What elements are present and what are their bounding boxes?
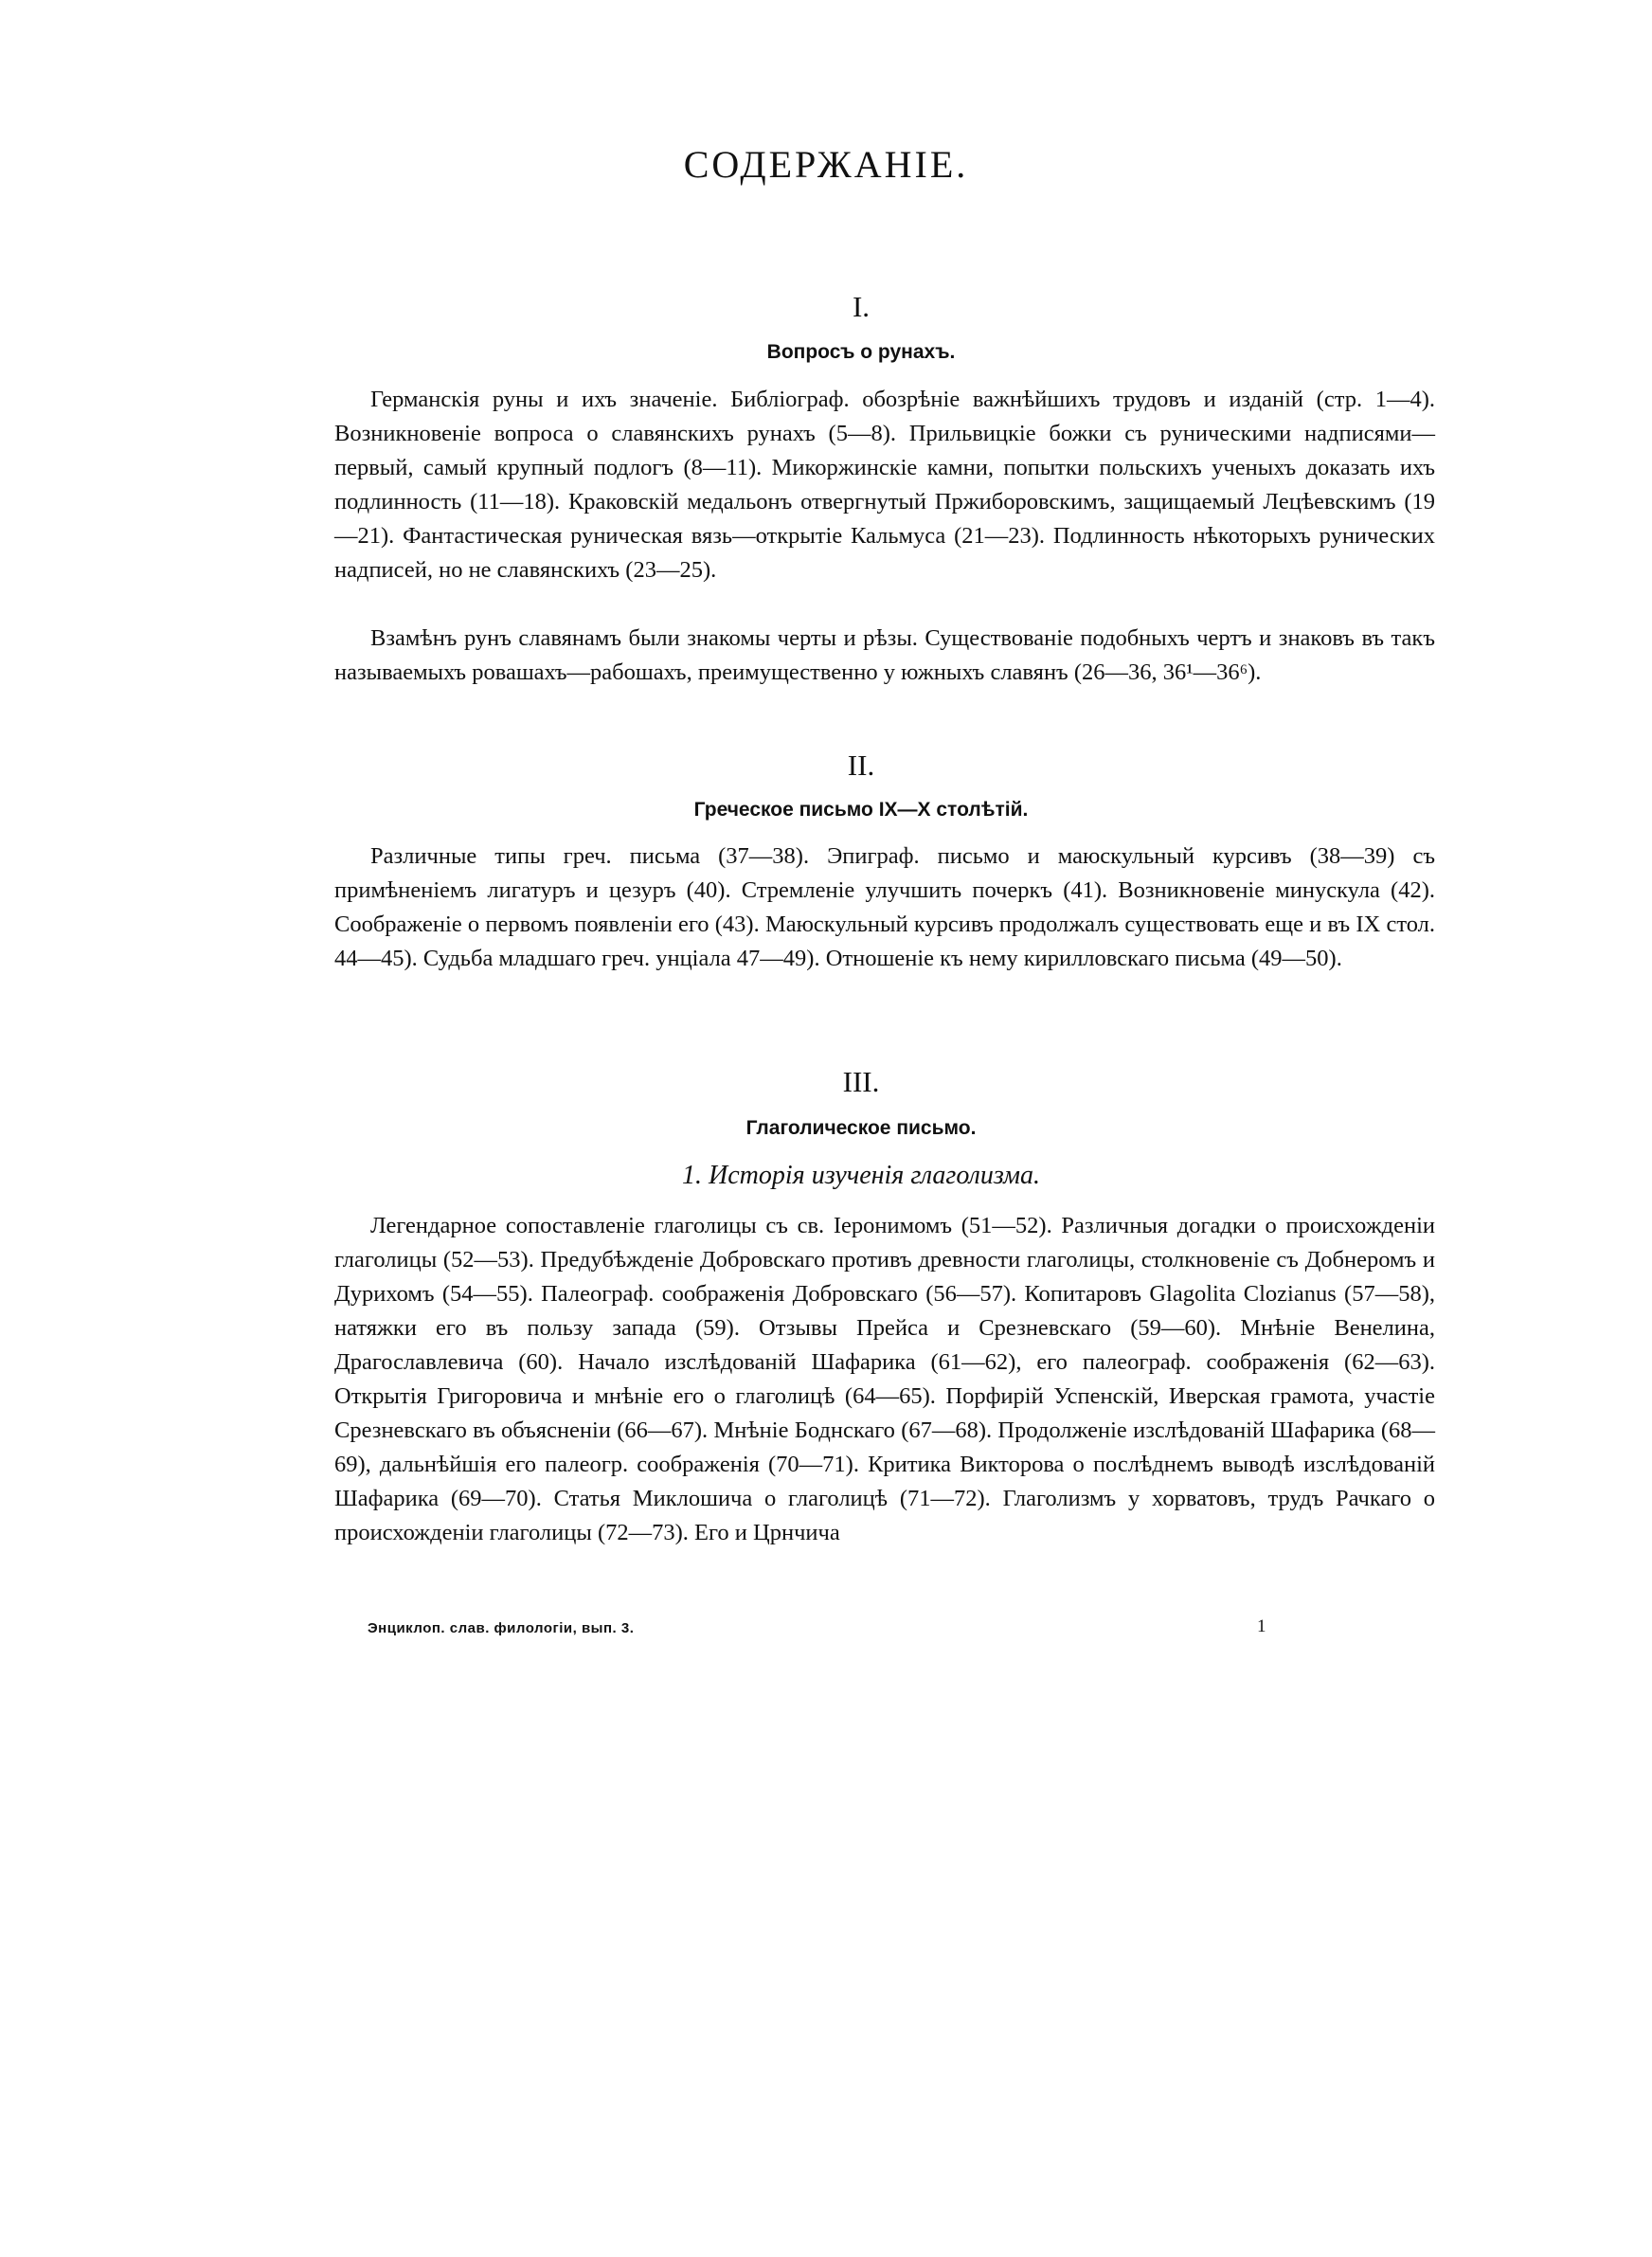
section-1-paragraph-2: Взамѣнъ рунъ славянамъ были знакомы черты и рѣзы. Существованіе подобныхъ чертъ и знаковъ въ такъ называемыхъ ровашахъ—рабошахъ, преимущественно у южныхъ славянъ (26—36, 36¹—36⁶). [334,625,1435,685]
footer-signature: Энциклоп. слав. филологіи, вып. 3. [368,1620,635,1636]
footer-sheet-number: 1 [1257,1616,1266,1636]
section-2-title: Греческое письмо IX—X столѣтій. [693,799,1029,821]
section-3-title: Глаголическое письмо. [745,1117,977,1139]
section-3-number: III. [842,1065,880,1098]
section-1-title: Вопросъ о рунахъ. [766,341,956,363]
section-3-paragraph-1: Легендарное сопоставленіе глаголицы съ св. Іеронимомъ (51—52). Различныя догадки о происхожденіи глаголицы (52—53). Предубѣжденіе Добровскаго противъ древности глаголицы, столкновеніе съ Добнеромъ и Дурихомъ (54—55). Палеограф. соображенія Добровскаго (56—57). Копитаровъ Glagolita Clozianus (57—58), натяжки его въ пользу запада (59). Отзывы Прейса и Срезневскаго (59—60). Мнѣніе Венелина, Драгославлевича (60). Начало изслѣдованій Шафарика (61—62), его палеограф. соображенія (62—63). Открытія Григоровича и мнѣніе его о глаголицѣ (64—65). Порфирій Успенскій, Иверская грамота, участіе Срезневскаго въ объясненіи (66—67). Мнѣніе Боднскаго (67—68). Продолженіе изслѣдованій Шафарика (68—69), дальнѣйшія его палеогр. соображенія (70—71). Критика Викторова о послѣднемъ выводѣ изслѣдованій Шафарика (69—70). Статья Миклошича о глаголицѣ (71—72). Глаголизмъ у хорватовъ, трудъ Рачкаго о происхожденіи глаголицы (72—73). Его и Црнчича [334,1213,1435,1545]
section-1-paragraph-1: Германскія руны и ихъ значеніе. Библіограф. обозрѣніе важнѣйшихъ трудовъ и изданій (стр. 1—4). Возникновеніе вопроса о славянскихъ рунахъ (5—8). Прильвицкіе божки съ руническими надписями—первый, самый крупный подлогъ (8—11). Микоржинскіе камни, попытки польскихъ ученыхъ доказать ихъ подлинность (11—18). Краковскій медальонъ отвергнутый Пржиборовскимъ, защищаемый Лецѣевскимъ (19—21). Фантастическая руническая вязь—открытіе Кальмуса (21—23). Подлинность нѣкоторыхъ рунических надписей, но не славянскихъ (23—25). [334,387,1435,583]
page-title: СОДЕРЖАНІЕ. [683,143,969,186]
section-2-paragraph-1: Различные типы греч. письма (37—38). Эпиграф. письмо и маюскульный курсивъ (38—39) съ примѣненіемъ лигатуръ и цезуръ (40). Стремленіе улучшить почеркъ (41). Возникновеніе минускула (42). Соображеніе о первомъ появленіи его (43). Маюскульный курсивъ продолжалъ существовать еще и въ IX стол. 44—45). Судьба младшаго греч. унціала 47—49). Отношеніе къ нему кирилловскаго письма (49—50). [334,843,1435,971]
section-1-number: I. [852,290,871,323]
section-3-subtitle: 1. Исторія изученія глаголизма. [682,1161,1040,1190]
section-2-number: II. [847,749,875,782]
